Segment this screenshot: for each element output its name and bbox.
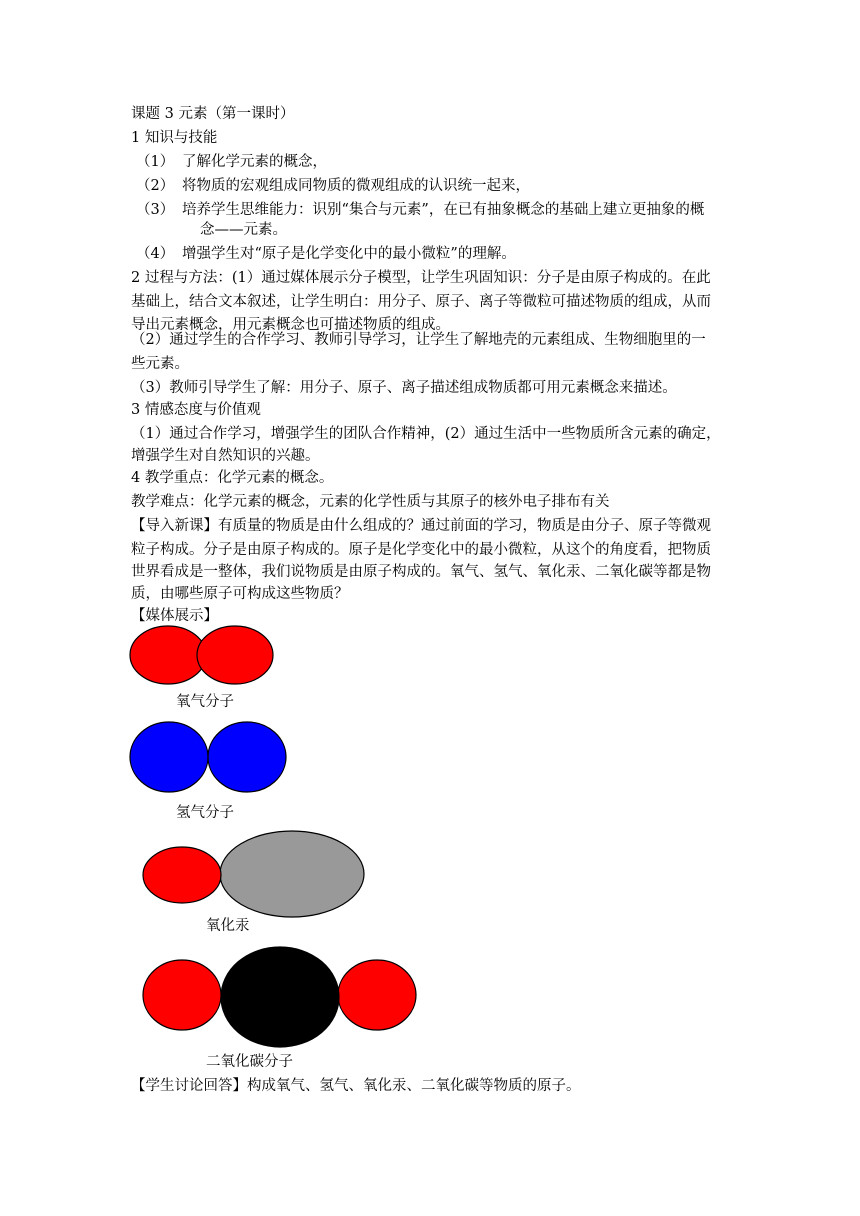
media-heading: 【媒体展示】 bbox=[131, 608, 218, 624]
paragraph-line: 粒子构成。分子是由原子构成的。原子是化学变化中的最小微粒，从这个的角度看，把物质 bbox=[131, 542, 711, 558]
mercury-oxide-caption: 氧化汞 bbox=[206, 918, 250, 934]
list-item: （3） 培养学生思维能力：识别“集合与元素”，在已有抽象概念的基础上建立更抽象的概 bbox=[136, 202, 705, 218]
paragraph-line: （3）教师引导学生了解：用分子、原子、离子描述组成物质都可用元素概念来描述。 bbox=[131, 380, 677, 396]
key-point: 4 教学重点：化学元素的概念。 bbox=[131, 470, 334, 486]
paragraph-line: 些元素。 bbox=[131, 356, 189, 372]
hydrogen-atom bbox=[130, 722, 208, 792]
list-item: （4） 增强学生对“原子是化学变化中的最小微粒”的理解。 bbox=[136, 246, 516, 262]
oxygen-molecule-caption: 氧气分子 bbox=[176, 694, 234, 710]
paragraph-line: 增强学生对自然知识的兴趣。 bbox=[131, 448, 320, 464]
list-item: （1） 了解化学元素的概念， bbox=[136, 154, 327, 170]
paragraph-line: 基础上，结合文本叙述，让学生明白：用分子、原子、离子等微粒可描述物质的组成，从而 bbox=[131, 294, 711, 310]
paragraph-line: 2 过程与方法：(1）通过媒体展示分子模型，让学生巩固知识：分子是由原子构成的。在此 bbox=[131, 270, 711, 286]
carbon-dioxide-caption: 二氧化碳分子 bbox=[206, 1054, 293, 1070]
discussion-line: 【学生讨论回答】构成氧气、氢气、氧化汞、二氧化碳等物质的原子。 bbox=[131, 1078, 581, 1094]
paragraph-line: 世界看成是一整体，我们说物质是由原子构成的。氧气、氢气、氧化汞、二氧化碳等都是物 bbox=[131, 564, 711, 580]
paragraph-line: 质，由哪些原子可构成这些物质？ bbox=[131, 586, 349, 602]
hydrogen-molecule-caption: 氢气分子 bbox=[176, 805, 234, 821]
paragraph-line: 导出元素概念，用元素概念也可描述物质的组成。 bbox=[131, 317, 450, 333]
oxygen-atom bbox=[130, 626, 206, 684]
oxygen-atom bbox=[143, 847, 221, 903]
hydrogen-atom bbox=[208, 722, 286, 792]
oxygen-molecule-model bbox=[130, 626, 273, 684]
mercury-atom bbox=[220, 831, 364, 917]
oxygen-atom bbox=[197, 626, 273, 684]
oxygen-atom bbox=[143, 960, 221, 1030]
oxygen-atom bbox=[338, 960, 416, 1030]
carbon-dioxide-model bbox=[143, 947, 416, 1047]
section-1-heading: 1 知识与技能 bbox=[131, 130, 218, 146]
hydrogen-molecule-model bbox=[130, 722, 286, 792]
paragraph-line: （1）通过合作学习，增强学生的团队合作精神，(2）通过生活中一些物质所含元素的确定， bbox=[131, 426, 721, 442]
paragraph-line: 【导入新课】有质量的物质是由什么组成的？通过前面的学习，物质是由分子、原子等微观 bbox=[131, 518, 711, 534]
difficulty-point: 教学难点：化学元素的概念，元素的化学性质与其原子的核外电子排布有关 bbox=[131, 494, 610, 510]
carbon-atom bbox=[221, 947, 339, 1047]
list-item: （2） 将物质的宏观组成同物质的微观组成的认识统一起来， bbox=[136, 178, 530, 194]
lesson-title: 课题 3 元素（第一课时） bbox=[131, 106, 295, 122]
paragraph-line: （2）通过学生的合作学习、教师引导学习，让学生了解地壳的元素组成、生物细胞里的一 bbox=[131, 332, 706, 348]
mercury-oxide-model bbox=[143, 831, 364, 917]
list-item-continuation: 念——元素。 bbox=[200, 222, 287, 238]
section-3-heading: 3 情感态度与价值观 bbox=[131, 402, 261, 418]
